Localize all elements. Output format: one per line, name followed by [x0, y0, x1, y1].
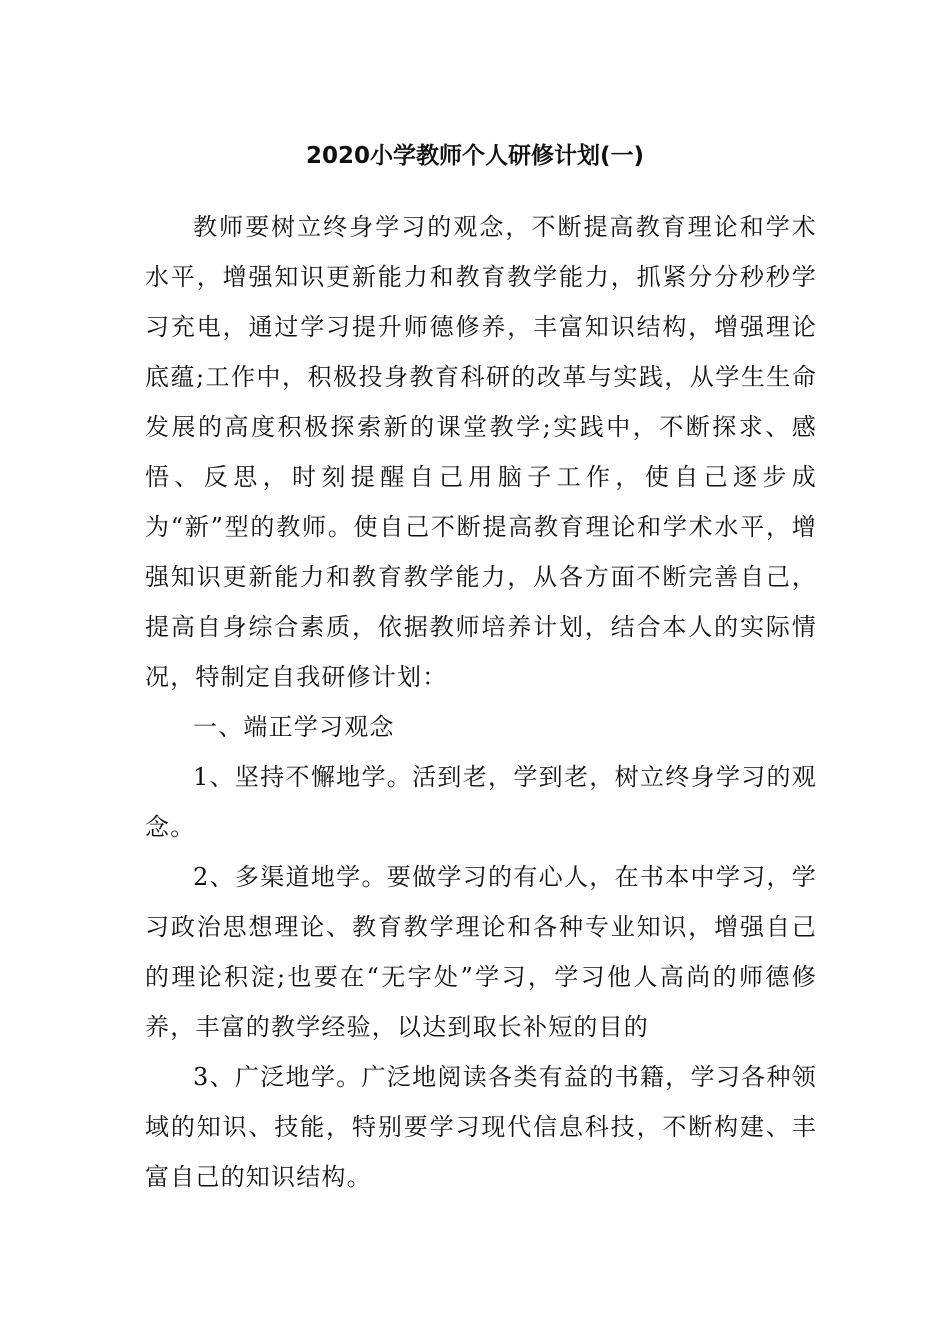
list-item-2: 2、多渠道地学。要做学习的有心人，在书本中学习，学习政治思想理论、教育教学理论和各种专业知识，增强自己的理论积淀;也要在“无字处”学习，学习他人高尚的师德修养，丰富的教学经验，以达到取长补短的目的 [145, 863, 817, 1041]
page-title: 2020小学教师个人研修计划(一) [305, 143, 645, 169]
section-heading-1: 一、端正学习观念 [193, 713, 395, 741]
list-item-3: 3、广泛地学。广泛地阅读各类有益的书籍，学习各种领域的知识、技能，特别要学习现代信息科技，不断构建、丰富自己的知识结构。 [145, 1063, 817, 1191]
intro-paragraph: 教师要树立终身学习的观念，不断提高教育理论和学术水平，增强知识更新能力和教育教学能力，抓紧分分秒秒学习充电，通过学习提升师德修养，丰富知识结构，增强理论底蕴;工作中，积极投身教育科研的改革与实践，从学生生命发展的高度积极探索新的课堂教学;实践中，不断探求、感悟、反思，时刻提醒自己用脑子工作，使自己逐步成为“新”型的教师。使自己不断提高教育理论和学术水平，增强知识更新能力和教育教学能力，从各方面不断完善自己，提高自身综合素质，依据教师培养计划，结合本人的实际情况，特制定自我研修计划： [145, 213, 817, 691]
document-body [145, 202, 817, 1202]
list-item-1: 1、坚持不懈地学。活到老，学到老，树立终身学习的观念。 [145, 763, 817, 841]
